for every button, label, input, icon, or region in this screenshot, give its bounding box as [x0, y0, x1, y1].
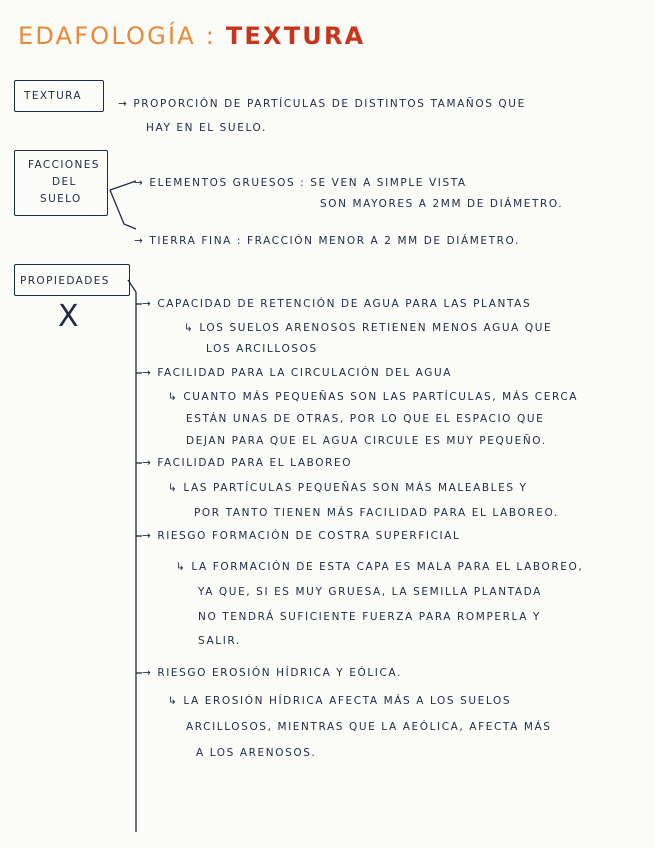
- facciones-label-line2: DEL: [52, 176, 77, 188]
- property-heading-3: → FACILIDAD PARA EL LABOREO: [142, 457, 353, 469]
- propiedades-x-mark: X: [58, 299, 79, 334]
- gruesos-line2: SON MAYORES A 2MM DE DIÁMETRO.: [320, 198, 564, 210]
- propiedades-label: PROPIEDADES: [20, 275, 110, 287]
- property-line-5-2: ARCILLOSOS, MIENTRAS QUE LA AEÓLICA, AFECTA MÁS: [186, 721, 552, 733]
- title-part2: TEXTURA: [225, 22, 366, 50]
- property-line-4-1: ↳ LA FORMACIÓN DE ESTA CAPA ES MALA PARA EL LABOREO,: [176, 561, 584, 573]
- title-separator: :: [205, 22, 216, 50]
- facciones-label-line1: FACCIONES: [28, 159, 100, 171]
- title-part1: EDAFOLOGÍA: [18, 22, 196, 50]
- property-line-5-1: ↳ LA EROSIÓN HÍDRICA AFECTA MÁS A LOS SUELOS: [168, 695, 512, 707]
- fina-line1: → TIERRA FINA : FRACCIÓN MENOR A 2 MM DE DIÁMETRO.: [134, 235, 520, 247]
- property-line-1-1: ↳ LOS SUELOS ARENOSOS RETIENEN MENOS AGUA QUE: [184, 322, 553, 334]
- property-line-4-2: YA QUE, SI ES MUY GRUESA, LA SEMILLA PLANTADA: [198, 586, 542, 598]
- property-line-1-2: LOS ARCILLOSOS: [206, 343, 318, 355]
- propiedades-trunk-link: [128, 280, 136, 292]
- textura-definition-line2: HAY EN EL SUELO.: [146, 122, 267, 134]
- property-line-2-2: ESTÁN UNAS DE OTRAS, POR LO QUE EL ESPACIO QUE: [186, 413, 545, 425]
- property-heading-4: → RIESGO FORMACIÓN DE COSTRA SUPERFICIAL: [142, 530, 461, 542]
- property-line-4-3: NO TENDRÁ SUFICIENTE FUERZA PARA ROMPERLA Y: [198, 611, 541, 623]
- property-line-2-3: DEJAN PARA QUE EL AGUA CIRCULE ES MUY PEQUEÑO.: [186, 435, 547, 447]
- property-line-2-1: ↳ CUANTO MÁS PEQUEÑAS SON LAS PARTÍCULAS, MÁS CERCA: [168, 391, 579, 403]
- gruesos-line1: → ELEMENTOS GRUESOS : SE VEN A SIMPLE VISTA: [134, 177, 467, 189]
- property-line-4-4: SALIR.: [198, 635, 241, 647]
- property-line-5-3: A LOS ARENOSOS.: [196, 747, 317, 759]
- textura-label: TEXTURA: [24, 90, 83, 102]
- property-heading-2: → FACILIDAD PARA LA CIRCULACIÓN DEL AGUA: [142, 367, 453, 379]
- textura-definition-line1: → PROPORCIÓN DE PARTÍCULAS DE DISTINTOS TAMAÑOS QUE: [118, 98, 526, 110]
- facciones-brace: [110, 181, 136, 229]
- facciones-label-line3: SUELO: [40, 193, 82, 205]
- property-line-3-1: ↳ LAS PARTÍCULAS PEQUEÑAS SON MÁS MALEABLES Y: [168, 482, 528, 494]
- property-line-3-2: POR TANTO TIENEN MÁS FACILIDAD PARA EL LABOREO.: [194, 507, 559, 519]
- property-heading-5: → RIESGO EROSIÓN HÍDRICA Y EÓLICA.: [142, 667, 402, 679]
- property-heading-1: → CAPACIDAD DE RETENCIÓN DE AGUA PARA LAS PLANTAS: [142, 298, 532, 310]
